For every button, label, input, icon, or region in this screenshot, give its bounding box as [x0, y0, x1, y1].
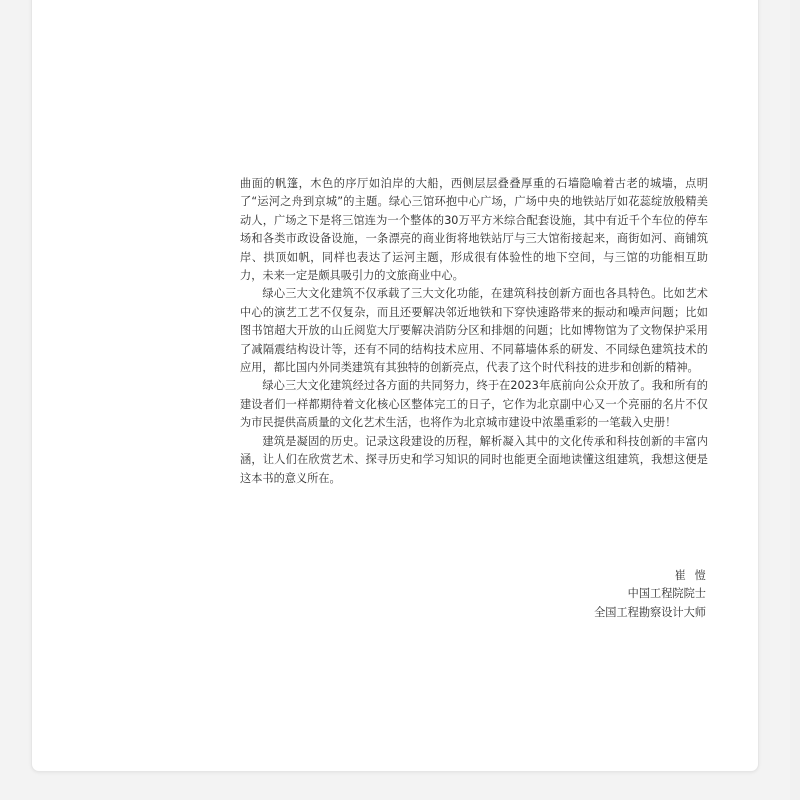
author-title-master: 全国工程勘察设计大师 [594, 605, 706, 619]
body-text [240, 175, 708, 488]
author-title-academician: 中国工程院院士 [627, 587, 706, 601]
author-name: 崔愷 [674, 569, 715, 582]
paragraph-3: 绿心三大文化建筑经过各方面的共同努力，终于在2023年底前向公众开放了。我和所有的建设者们一样都期待着文化核心区整体完工的日子，它作为北京副中心又一个亮丽的名片不仅为市民提供高质量的文化艺术生活，也将作为北京城市建设中浓墨重彩的一笔载入史册！ [240, 379, 708, 430]
scrollbar-track[interactable] [790, 0, 800, 800]
document-page [31, 0, 759, 772]
paragraph-2: 绿心三大文化建筑不仅承载了三大文化功能，在建筑科技创新方面也各具特色。比如艺术中心的演艺工艺不仅复杂，而且还要解决邻近地铁和下穿快速路带来的振动和噪声问题；比如图书馆超大开放的山丘阅览大厅要解决消防分区和排烟的问题；比如博物馆为了文物保护采用了减隔震结构设计等，还有不同的结构技术应用、不同幕墙体系的研发、不同绿色建筑技术的应用，都比国内外同类建筑有其独特的创新亮点，代表了这个时代科技的进步和创新的精神。 [240, 287, 708, 375]
signature-block [594, 567, 715, 622]
paragraph-1: 曲面的帆篷，木色的序厅如泊岸的大船，西侧层层叠叠厚重的石墙隐喻着古老的城墙，点明了“运河之舟到京城”的主题。绿心三馆环抱中心广场，广场中央的地铁站厅如花蕊绽放般精美动人，广场之下是将三馆连为一个整体的30万平方米综合配套设施，其中有近千个车位的停车场和各类市政设备设施，一条漂亮的商业街将地铁站厅与三大馆衔接起来，商街如河、商铺筑岸、拱顶如帆，同样也表达了运河主题，形成很有体验性的地下空间，与三馆的功能相互助力，未来一定是颇具吸引力的文旅商业中心。 [240, 177, 708, 283]
paragraph-4: 建筑是凝固的历史。记录这段建设的历程，解析凝入其中的文化传承和科技创新的丰富内涵，让人们在欣赏艺术、探寻历史和学习知识的同时也能更全面地读懂这组建筑，我想这便是这本书的意义所在。 [240, 434, 708, 485]
